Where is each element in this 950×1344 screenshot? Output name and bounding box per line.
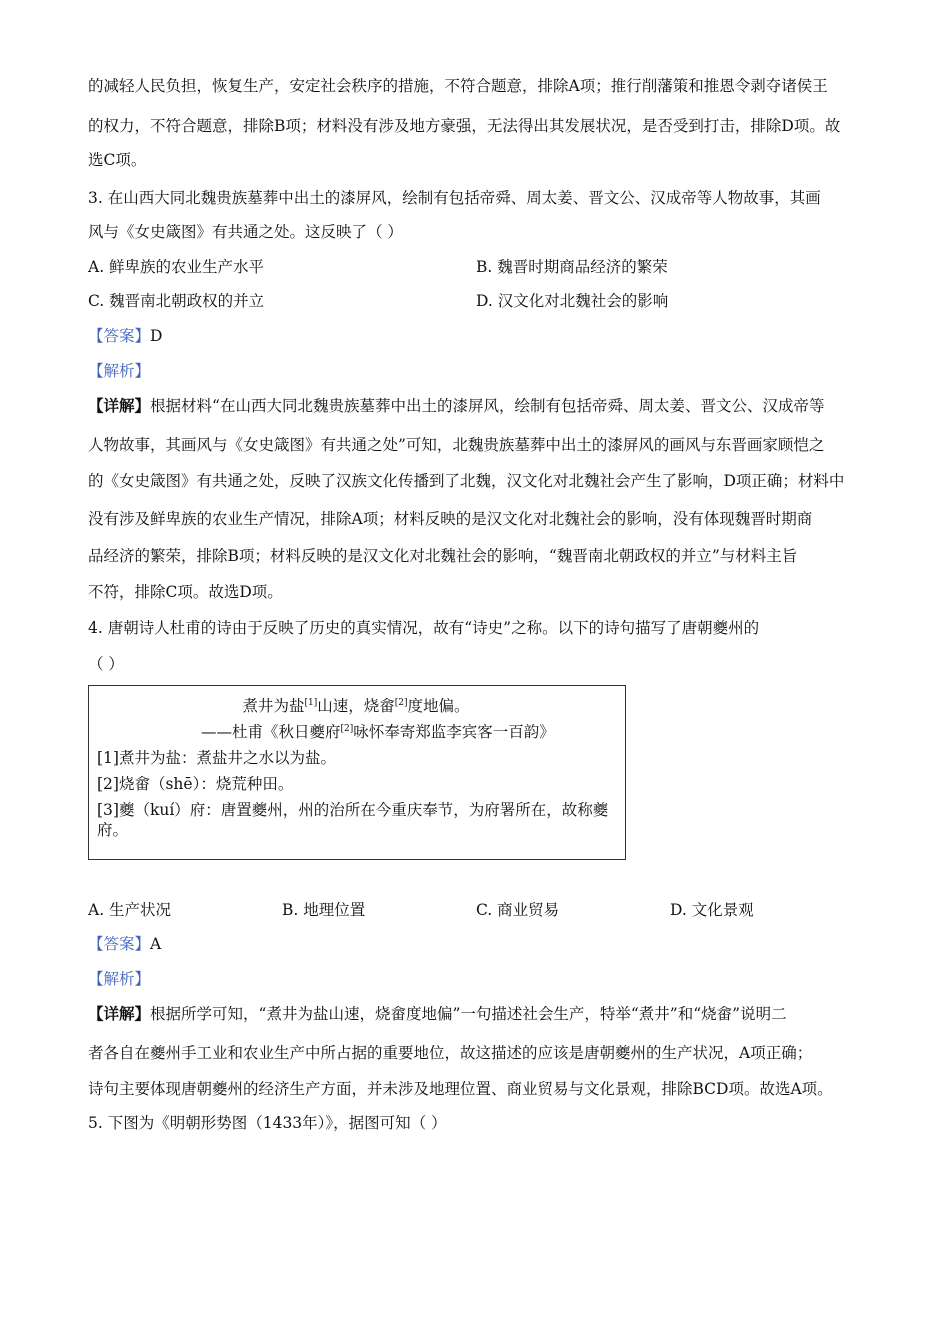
detail-line: 的《女史箴图》有共通之处，反映了汉族文化传播到了北魏，汉文化对北魏社会产生了影响，D项正确；材料中 — [88, 472, 845, 490]
answer-value: A — [150, 935, 162, 953]
option-a: A. 鲜卑族的农业生产水平 — [88, 258, 265, 276]
detail-line: 者各自在夔州手工业和农业生产中所占据的重要地位，故这描述的应该是唐朝夔州的生产状况，A项正确； — [88, 1044, 813, 1062]
poem-text: 度地偏。 — [407, 697, 470, 715]
option-c: C. 商业贸易 — [476, 901, 560, 919]
text-line: 选C项。 — [88, 151, 147, 169]
option-a: A. 生产状况 — [88, 901, 172, 919]
source-text: 咏怀奉寄郑监李宾客一百韵》 — [353, 723, 555, 741]
answer-value: D — [150, 327, 163, 345]
text-line: 的权力，不符合题意，排除B项；材料没有涉及地方豪强，无法得出其发展状况，是否受到打击，排除D项。故 — [88, 117, 841, 135]
detail-label: 【详解】 — [88, 396, 151, 415]
options-row — [88, 257, 864, 277]
question-stem: 4. 唐朝诗人杜甫的诗由于反映了历史的真实情况，故有“诗史”之称。以下的诗句描写了唐朝夔州的 — [88, 619, 760, 637]
analysis-label: 【解析】 — [88, 362, 151, 380]
detail-line: 品经济的繁荣，排除B项；材料反映的是汉文化对北魏社会的影响，“魏晋南北朝政权的并立”与材料主旨 — [88, 547, 798, 565]
option-b: B. 魏晋时期商品经济的繁荣 — [476, 258, 668, 276]
footnote-3: [3]夔（kuí）府：唐置夔州，州的治所在今重庆奉节，为府署所在，故称夔 — [97, 801, 609, 819]
option-d: D. 汉文化对北魏社会的影响 — [476, 292, 669, 310]
detail-label: 【详解】 — [88, 1004, 151, 1023]
footnote-3-cont: 府。 — [97, 821, 129, 839]
footnote-1: [1]煮井为盐：煮盐井之水以为盐。 — [97, 749, 336, 767]
answer — [88, 326, 162, 346]
options-row — [88, 291, 864, 311]
detail-text: 根据材料“在山西大同北魏贵族墓葬中出土的漆屏风，绘制有包括帝舜、周太姜、晋文公、汉成帝等 — [150, 397, 825, 415]
analysis-label: 【解析】 — [88, 970, 151, 988]
detail-line: 人物故事，其画风与《女史箴图》有共通之处”可知，北魏贵族墓葬中出土的漆屏风的画风与东晋画家顾恺之 — [88, 436, 825, 454]
answer — [88, 934, 161, 954]
answer-label: 【答案】 — [88, 327, 151, 345]
question-stem: 风与《女史箴图》有共通之处。这反映了（ ） — [88, 223, 403, 241]
detail-line — [88, 396, 824, 416]
question-stem: 3. 在山西大同北魏贵族墓葬中出土的漆屏风，绘制有包括帝舜、周太姜、晋文公、汉成帝等人物故事，其画 — [88, 189, 821, 207]
detail-line: 诗句主要体现唐朝夔州的经济生产方面，并未涉及地理位置、商业贸易与文化景观，排除BCD项。故选A项。 — [88, 1080, 833, 1098]
question-5-stem: 5. 下图为《明朝形势图（1433年）》，据图可知（ ） — [88, 1114, 447, 1132]
answer-label: 【答案】 — [88, 935, 151, 953]
poem-line — [97, 696, 615, 716]
option-c: C. 魏晋南北朝政权的并立 — [88, 292, 265, 310]
footnote-marker: [2] — [340, 723, 354, 734]
option-b: B. 地理位置 — [282, 901, 366, 919]
option-d: D. 文化景观 — [670, 901, 754, 919]
options-row — [88, 900, 864, 920]
question-stem: （ ） — [88, 655, 124, 673]
detail-line — [88, 1004, 787, 1024]
detail-text: 根据所学可知，“煮井为盐山速，烧畲度地偏”一句描述社会生产，特举“煮井”和“烧畲”说明二 — [150, 1005, 787, 1023]
footnote-marker: [2] — [394, 697, 408, 708]
detail-line: 没有涉及鲜卑族的农业生产情况，排除A项；材料反映的是汉文化对北魏社会的影响，没有体现魏晋时期商 — [88, 510, 813, 528]
source-text: ——杜甫《秋日夔府 — [201, 723, 341, 741]
poem-source — [97, 722, 615, 742]
text-line: 的减轻人民负担，恢复生产，安定社会秩序的措施，不符合题意，排除A项；推行削藩策和推恩令剥夺诸侯王 — [88, 77, 828, 95]
footnote-marker: [1] — [304, 697, 318, 708]
detail-line: 不符，排除C项。故选D项。 — [88, 583, 283, 601]
poem-text: 煮井为盐 — [242, 697, 305, 715]
material-box — [88, 685, 626, 860]
poem-text: 山速，烧畲 — [317, 697, 395, 715]
footnote-2: [2]烧畲（shē）：烧荒种田。 — [97, 775, 294, 793]
